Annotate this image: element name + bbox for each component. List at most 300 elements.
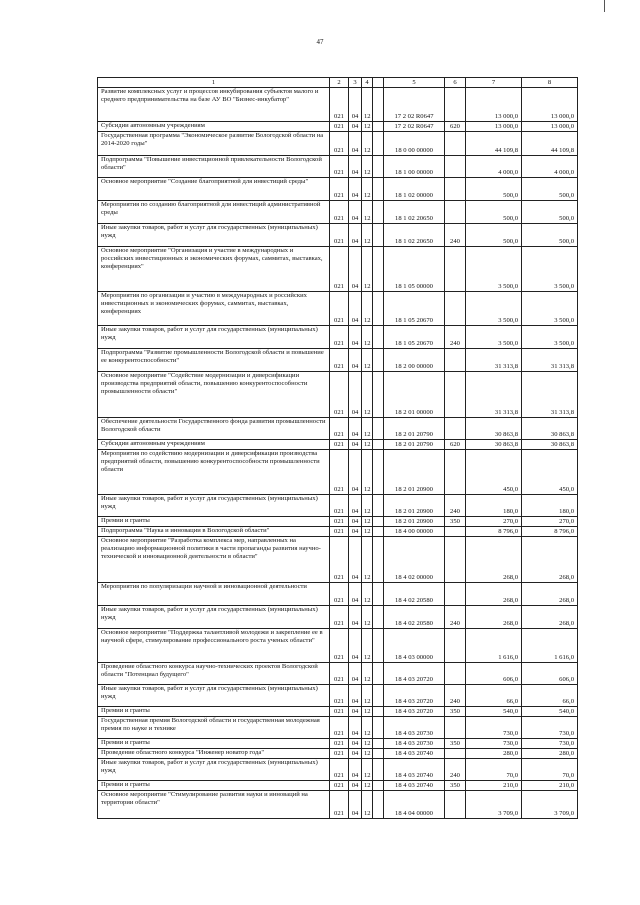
- expense-type-cell: [445, 537, 466, 583]
- expense-type-cell: [445, 717, 466, 739]
- amount-cell: 66,0: [466, 685, 522, 707]
- code-cell: 021: [330, 292, 349, 326]
- row-name-cell: Премии и гранты: [98, 517, 330, 527]
- amount-cell: 66,0: [522, 685, 578, 707]
- expense-type-cell: 240: [445, 606, 466, 629]
- amount-cell: 13 000,0: [522, 122, 578, 132]
- subsection-cell: 12: [362, 685, 373, 707]
- row-name-cell: Обеспечение деятельности Государственного фонда развития промышленности Вологодской области: [98, 418, 330, 440]
- subsection-cell: 12: [362, 583, 373, 606]
- table-row: [98, 201, 578, 224]
- section-cell: 04: [349, 537, 362, 583]
- code-cell: 021: [330, 781, 349, 791]
- row-name-cell: Премии и гранты: [98, 739, 330, 749]
- row-name-cell: Подпрограмма "Наука и инновации в Вологодской области": [98, 527, 330, 537]
- code-cell: 021: [330, 606, 349, 629]
- code-cell: 021: [330, 707, 349, 717]
- empty-cell: [373, 88, 384, 122]
- row-name-cell: Основное мероприятие "Организация и участие в международных и российских инвестиционных и экономических форумах, саммитах, выставках, конференциях": [98, 247, 330, 292]
- amount-cell: 1 616,0: [522, 629, 578, 663]
- amount-cell: 8 796,0: [466, 527, 522, 537]
- table-row: [98, 629, 578, 663]
- table-row: [98, 717, 578, 739]
- expense-type-cell: [445, 349, 466, 372]
- section-cell: 04: [349, 663, 362, 685]
- code-cell: 021: [330, 122, 349, 132]
- empty-cell: [373, 739, 384, 749]
- amount-cell: 210,0: [522, 781, 578, 791]
- row-name-cell: Премии и гранты: [98, 781, 330, 791]
- table-row: [98, 178, 578, 201]
- table-row: [98, 156, 578, 178]
- header-cell: [373, 78, 384, 88]
- amount-cell: 450,0: [466, 450, 522, 495]
- amount-cell: 13 000,0: [522, 88, 578, 122]
- target-article-cell: 17 2 02 R0647: [384, 88, 445, 122]
- section-cell: 04: [349, 132, 362, 156]
- row-name-cell: Премии и гранты: [98, 707, 330, 717]
- empty-cell: [373, 759, 384, 781]
- scan-mark: [604, 0, 605, 12]
- amount-cell: 210,0: [466, 781, 522, 791]
- expense-type-cell: 620: [445, 440, 466, 450]
- header-cell: 6: [445, 78, 466, 88]
- subsection-cell: 12: [362, 372, 373, 418]
- subsection-cell: 12: [362, 791, 373, 819]
- empty-cell: [373, 685, 384, 707]
- amount-cell: 268,0: [522, 537, 578, 583]
- amount-cell: 180,0: [522, 495, 578, 517]
- empty-cell: [373, 292, 384, 326]
- row-name-cell: Иные закупки товаров, работ и услуг для государственных (муниципальных) нужд: [98, 224, 330, 247]
- amount-cell: 70,0: [466, 759, 522, 781]
- code-cell: 021: [330, 372, 349, 418]
- table-row: [98, 88, 578, 122]
- section-cell: 04: [349, 156, 362, 178]
- empty-cell: [373, 122, 384, 132]
- subsection-cell: 12: [362, 663, 373, 685]
- amount-cell: 280,0: [522, 749, 578, 759]
- amount-cell: 270,0: [466, 517, 522, 527]
- empty-cell: [373, 663, 384, 685]
- empty-cell: [373, 749, 384, 759]
- amount-cell: 3 500,0: [466, 326, 522, 349]
- subsection-cell: 12: [362, 156, 373, 178]
- amount-cell: 44 109,8: [522, 132, 578, 156]
- section-cell: 04: [349, 88, 362, 122]
- expense-type-cell: [445, 247, 466, 292]
- empty-cell: [373, 418, 384, 440]
- table-row: [98, 685, 578, 707]
- amount-cell: 30 863,8: [522, 418, 578, 440]
- table-row: [98, 781, 578, 791]
- row-name-cell: Развитие комплексных услуг и процессов инкубирования субъектов малого и среднего предпринимательства на базе АУ ВО "Бизнес-инкубатор": [98, 88, 330, 122]
- code-cell: 021: [330, 685, 349, 707]
- target-article-cell: 18 1 05 20670: [384, 326, 445, 349]
- section-cell: 04: [349, 749, 362, 759]
- row-name-cell: Проведение областного конкурса научно-технических проектов Вологодской области "Потенциал будущего": [98, 663, 330, 685]
- amount-cell: 500,0: [466, 224, 522, 247]
- expense-type-cell: [445, 156, 466, 178]
- code-cell: 021: [330, 326, 349, 349]
- amount-cell: 44 109,8: [466, 132, 522, 156]
- section-cell: 04: [349, 606, 362, 629]
- section-cell: 04: [349, 781, 362, 791]
- amount-cell: 3 709,0: [522, 791, 578, 819]
- subsection-cell: 12: [362, 495, 373, 517]
- row-name-cell: Иные закупки товаров, работ и услуг для государственных (муниципальных) нужд: [98, 495, 330, 517]
- header-cell: 5: [384, 78, 445, 88]
- empty-cell: [373, 156, 384, 178]
- table-row: [98, 122, 578, 132]
- section-cell: 04: [349, 685, 362, 707]
- row-name-cell: Иные закупки товаров, работ и услуг для государственных (муниципальных) нужд: [98, 326, 330, 349]
- empty-cell: [373, 132, 384, 156]
- target-article-cell: 18 2 01 20790: [384, 418, 445, 440]
- amount-cell: 270,0: [522, 517, 578, 527]
- amount-cell: 500,0: [522, 224, 578, 247]
- header-row: [98, 78, 578, 88]
- section-cell: 04: [349, 224, 362, 247]
- row-name-cell: Иные закупки товаров, работ и услуг для государственных (муниципальных) нужд: [98, 685, 330, 707]
- section-cell: 04: [349, 349, 362, 372]
- target-article-cell: 18 2 01 00000: [384, 372, 445, 418]
- empty-cell: [373, 707, 384, 717]
- expense-type-cell: 240: [445, 685, 466, 707]
- row-name-cell: Подпрограмма "Развитие промышленности Вологодской области и повышение ее конкурентоспособности": [98, 349, 330, 372]
- section-cell: 04: [349, 495, 362, 517]
- empty-cell: [373, 781, 384, 791]
- empty-cell: [373, 495, 384, 517]
- section-cell: 04: [349, 418, 362, 440]
- expense-type-cell: 350: [445, 517, 466, 527]
- target-article-cell: 18 1 02 20650: [384, 201, 445, 224]
- code-cell: 021: [330, 717, 349, 739]
- expense-type-cell: 620: [445, 122, 466, 132]
- empty-cell: [373, 583, 384, 606]
- expense-type-cell: [445, 791, 466, 819]
- row-name-cell: Государственная премия Вологодской области и государственная молодежная премия по науке и технике: [98, 717, 330, 739]
- table-row: [98, 707, 578, 717]
- subsection-cell: 12: [362, 349, 373, 372]
- empty-cell: [373, 450, 384, 495]
- expense-type-cell: 240: [445, 495, 466, 517]
- target-article-cell: 18 0 00 00000: [384, 132, 445, 156]
- expense-type-cell: 350: [445, 707, 466, 717]
- empty-cell: [373, 201, 384, 224]
- target-article-cell: 18 2 01 20790: [384, 440, 445, 450]
- amount-cell: 730,0: [522, 717, 578, 739]
- amount-cell: 3 500,0: [522, 247, 578, 292]
- amount-cell: 268,0: [466, 583, 522, 606]
- row-name-cell: Подпрограмма "Повышение инвестиционной привлекательности Вологодской области": [98, 156, 330, 178]
- target-article-cell: 18 4 02 00000: [384, 537, 445, 583]
- table-body: [98, 88, 578, 819]
- row-name-cell: Субсидии автономным учреждениям: [98, 440, 330, 450]
- expense-type-cell: [445, 88, 466, 122]
- code-cell: 021: [330, 663, 349, 685]
- subsection-cell: 12: [362, 517, 373, 527]
- table-row: [98, 450, 578, 495]
- section-cell: 04: [349, 178, 362, 201]
- target-article-cell: 17 2 02 R0647: [384, 122, 445, 132]
- amount-cell: 180,0: [466, 495, 522, 517]
- row-name-cell: Мероприятия по популяризации научной и инновационной деятельности: [98, 583, 330, 606]
- amount-cell: 30 863,8: [466, 418, 522, 440]
- subsection-cell: 12: [362, 326, 373, 349]
- table-row: [98, 224, 578, 247]
- row-name-cell: Основное мероприятие "Стимулирование развития науки и инноваций на территории области": [98, 791, 330, 819]
- target-article-cell: 18 4 03 20720: [384, 663, 445, 685]
- subsection-cell: 12: [362, 201, 373, 224]
- table-row: [98, 495, 578, 517]
- code-cell: 021: [330, 629, 349, 663]
- section-cell: 04: [349, 739, 362, 749]
- subsection-cell: 12: [362, 781, 373, 791]
- subsection-cell: 12: [362, 527, 373, 537]
- amount-cell: 13 000,0: [466, 122, 522, 132]
- row-name-cell: Основное мероприятие "Создание благоприятной для инвестиций среды": [98, 178, 330, 201]
- expense-type-cell: [445, 201, 466, 224]
- target-article-cell: 18 4 03 20730: [384, 739, 445, 749]
- header-cell: 7: [466, 78, 522, 88]
- table-row: [98, 517, 578, 527]
- table-row: [98, 372, 578, 418]
- section-cell: 04: [349, 517, 362, 527]
- expense-type-cell: [445, 132, 466, 156]
- amount-cell: 268,0: [522, 583, 578, 606]
- subsection-cell: 12: [362, 537, 373, 583]
- expense-type-cell: [445, 292, 466, 326]
- amount-cell: 1 616,0: [466, 629, 522, 663]
- amount-cell: 540,0: [522, 707, 578, 717]
- subsection-cell: 12: [362, 178, 373, 201]
- target-article-cell: 18 4 03 20720: [384, 685, 445, 707]
- subsection-cell: 12: [362, 707, 373, 717]
- amount-cell: 4 000,0: [466, 156, 522, 178]
- section-cell: 04: [349, 326, 362, 349]
- table-row: [98, 349, 578, 372]
- code-cell: 021: [330, 418, 349, 440]
- code-cell: 021: [330, 791, 349, 819]
- empty-cell: [373, 178, 384, 201]
- table-row: [98, 326, 578, 349]
- target-article-cell: 18 4 04 00000: [384, 791, 445, 819]
- subsection-cell: 12: [362, 224, 373, 247]
- code-cell: 021: [330, 583, 349, 606]
- target-article-cell: 18 4 03 20740: [384, 781, 445, 791]
- section-cell: 04: [349, 527, 362, 537]
- row-name-cell: Мероприятия по организации и участию в международных и российских инвестиционных и экономических форумах, саммитах, выставках, конференциях: [98, 292, 330, 326]
- code-cell: 021: [330, 739, 349, 749]
- expense-type-cell: 240: [445, 759, 466, 781]
- target-article-cell: 18 4 03 20720: [384, 707, 445, 717]
- row-name-cell: Государственная программа "Экономическое развитие Вологодской области на 2014-2020 годы": [98, 132, 330, 156]
- table-row: [98, 583, 578, 606]
- expense-type-cell: 240: [445, 326, 466, 349]
- subsection-cell: 12: [362, 606, 373, 629]
- code-cell: 021: [330, 517, 349, 527]
- row-name-cell: Мероприятия по созданию благоприятной для инвестиций административной среды: [98, 201, 330, 224]
- empty-cell: [373, 224, 384, 247]
- target-article-cell: 18 4 02 20580: [384, 583, 445, 606]
- empty-cell: [373, 372, 384, 418]
- row-name-cell: Мероприятия по содействию модернизации и диверсификации производства предприятий области, повышению конкурентоспособности промышленности области: [98, 450, 330, 495]
- target-article-cell: 18 1 05 20670: [384, 292, 445, 326]
- amount-cell: 500,0: [522, 201, 578, 224]
- target-article-cell: 18 4 00 00000: [384, 527, 445, 537]
- expense-type-cell: 350: [445, 739, 466, 749]
- target-article-cell: 18 2 01 20900: [384, 517, 445, 527]
- target-article-cell: 18 2 01 20900: [384, 450, 445, 495]
- amount-cell: 606,0: [466, 663, 522, 685]
- subsection-cell: 12: [362, 739, 373, 749]
- code-cell: 021: [330, 450, 349, 495]
- amount-cell: 30 863,8: [466, 440, 522, 450]
- code-cell: 021: [330, 132, 349, 156]
- expense-type-cell: [445, 527, 466, 537]
- expense-type-cell: 350: [445, 781, 466, 791]
- empty-cell: [373, 629, 384, 663]
- section-cell: 04: [349, 201, 362, 224]
- table-row: [98, 418, 578, 440]
- expense-type-cell: [445, 450, 466, 495]
- row-name-cell: Основное мероприятие "Содействие модернизации и диверсификации производства предприятий области, повышению конкурентоспособности промышленности области": [98, 372, 330, 418]
- header-cell: 3: [349, 78, 362, 88]
- subsection-cell: 12: [362, 450, 373, 495]
- amount-cell: 31 313,8: [466, 349, 522, 372]
- code-cell: 021: [330, 247, 349, 292]
- target-article-cell: 18 1 02 00000: [384, 178, 445, 201]
- row-name-cell: Проведение областного конкурса "Инженер новатор года": [98, 749, 330, 759]
- target-article-cell: 18 4 03 00000: [384, 629, 445, 663]
- code-cell: 021: [330, 537, 349, 583]
- row-name-cell: Иные закупки товаров, работ и услуг для государственных (муниципальных) нужд: [98, 759, 330, 781]
- page-number: 47: [316, 38, 324, 46]
- table-row: [98, 247, 578, 292]
- row-name-cell: Основное мероприятие "Разработка комплекса мер, направленных на реализацию информационной политики в части пропаганды развития научно-технической и инновационной деятельности в области": [98, 537, 330, 583]
- empty-cell: [373, 247, 384, 292]
- code-cell: 021: [330, 527, 349, 537]
- code-cell: 021: [330, 224, 349, 247]
- section-cell: 04: [349, 450, 362, 495]
- amount-cell: 280,0: [466, 749, 522, 759]
- code-cell: 021: [330, 156, 349, 178]
- table-row: [98, 292, 578, 326]
- amount-cell: 13 000,0: [466, 88, 522, 122]
- code-cell: 021: [330, 440, 349, 450]
- amount-cell: 3 500,0: [522, 326, 578, 349]
- expense-type-cell: [445, 178, 466, 201]
- subsection-cell: 12: [362, 717, 373, 739]
- target-article-cell: 18 1 02 20650: [384, 224, 445, 247]
- amount-cell: 8 796,0: [522, 527, 578, 537]
- target-article-cell: 18 4 03 20740: [384, 749, 445, 759]
- table-row: [98, 749, 578, 759]
- code-cell: 021: [330, 201, 349, 224]
- empty-cell: [373, 440, 384, 450]
- target-article-cell: 18 4 03 20730: [384, 717, 445, 739]
- code-cell: 021: [330, 178, 349, 201]
- subsection-cell: 12: [362, 292, 373, 326]
- section-cell: 04: [349, 759, 362, 781]
- amount-cell: 3 500,0: [466, 247, 522, 292]
- expense-type-cell: [445, 663, 466, 685]
- expense-type-cell: [445, 372, 466, 418]
- empty-cell: [373, 717, 384, 739]
- subsection-cell: 12: [362, 418, 373, 440]
- empty-cell: [373, 349, 384, 372]
- section-cell: 04: [349, 707, 362, 717]
- section-cell: 04: [349, 247, 362, 292]
- header-cell: 1: [98, 78, 330, 88]
- amount-cell: 450,0: [522, 450, 578, 495]
- header-cell: 4: [362, 78, 373, 88]
- amount-cell: 31 313,8: [522, 349, 578, 372]
- section-cell: 04: [349, 791, 362, 819]
- amount-cell: 540,0: [466, 707, 522, 717]
- section-cell: 04: [349, 372, 362, 418]
- code-cell: 021: [330, 759, 349, 781]
- section-cell: 04: [349, 717, 362, 739]
- subsection-cell: 12: [362, 440, 373, 450]
- amount-cell: 3 500,0: [522, 292, 578, 326]
- expense-type-cell: [445, 629, 466, 663]
- expense-type-cell: [445, 749, 466, 759]
- amount-cell: 268,0: [522, 606, 578, 629]
- amount-cell: 31 313,8: [466, 372, 522, 418]
- amount-cell: 730,0: [466, 717, 522, 739]
- code-cell: 021: [330, 749, 349, 759]
- target-article-cell: 18 1 05 00000: [384, 247, 445, 292]
- subsection-cell: 12: [362, 132, 373, 156]
- amount-cell: 500,0: [466, 201, 522, 224]
- empty-cell: [373, 517, 384, 527]
- amount-cell: 31 313,8: [522, 372, 578, 418]
- subsection-cell: 12: [362, 247, 373, 292]
- subsection-cell: 12: [362, 759, 373, 781]
- table-row: [98, 440, 578, 450]
- amount-cell: 268,0: [466, 537, 522, 583]
- amount-cell: 500,0: [466, 178, 522, 201]
- expense-type-cell: [445, 418, 466, 440]
- subsection-cell: 12: [362, 749, 373, 759]
- row-name-cell: Субсидии автономным учреждениям: [98, 122, 330, 132]
- target-article-cell: 18 4 03 20740: [384, 759, 445, 781]
- amount-cell: 500,0: [522, 178, 578, 201]
- table-row: [98, 132, 578, 156]
- section-cell: 04: [349, 440, 362, 450]
- table-row: [98, 606, 578, 629]
- code-cell: 021: [330, 88, 349, 122]
- amount-cell: 3 709,0: [466, 791, 522, 819]
- empty-cell: [373, 537, 384, 583]
- expense-type-cell: [445, 583, 466, 606]
- amount-cell: 268,0: [466, 606, 522, 629]
- table-row: [98, 791, 578, 819]
- table-row: [98, 663, 578, 685]
- subsection-cell: 12: [362, 88, 373, 122]
- section-cell: 04: [349, 292, 362, 326]
- header-cell: 8: [522, 78, 578, 88]
- table-row: [98, 527, 578, 537]
- row-name-cell: Иные закупки товаров, работ и услуг для государственных (муниципальных) нужд: [98, 606, 330, 629]
- amount-cell: 730,0: [466, 739, 522, 749]
- expense-type-cell: 240: [445, 224, 466, 247]
- amount-cell: 30 863,8: [522, 440, 578, 450]
- target-article-cell: 18 1 00 00000: [384, 156, 445, 178]
- empty-cell: [373, 326, 384, 349]
